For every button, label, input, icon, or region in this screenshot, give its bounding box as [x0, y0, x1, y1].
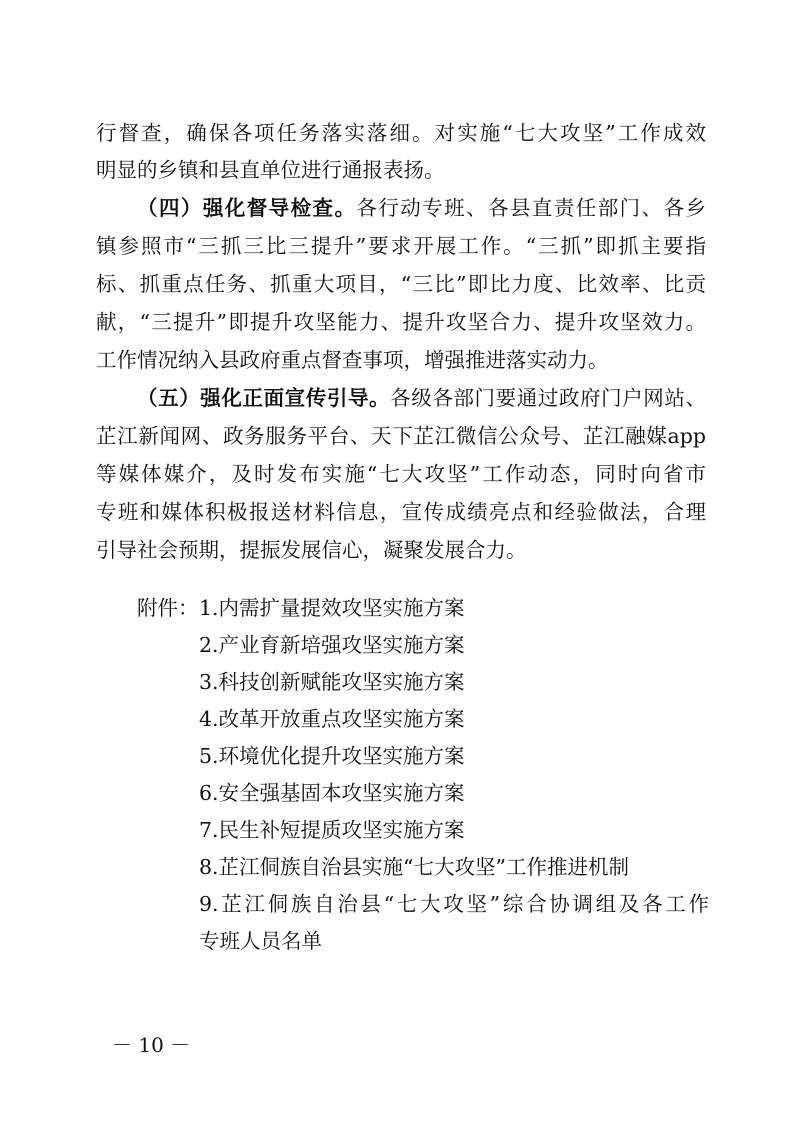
attachment-item: 7.民生补短提质攻坚实施方案 [199, 818, 465, 842]
attachment-item: 9.芷江侗族自治县“七大攻坚”综合协调组及各工作 [199, 892, 709, 916]
section-4-line [137, 191, 706, 225]
attachment-item: 4.改革开放重点攻坚实施方案 [199, 707, 465, 731]
section-4-heading: （四）强化督导检查。 [137, 196, 357, 220]
body-line: 等媒体媒介，及时发布实施“七大攻坚”工作动态，同时向省市 [96, 462, 706, 486]
body-line: 专班和媒体积极报送材料信息，宣传成绩亮点和经验做法，合理 [96, 500, 706, 524]
attachment-item: 2.产业育新培强攻坚实施方案 [199, 633, 465, 657]
attachment-item-continuation: 专班人员名单 [199, 929, 322, 953]
attachment-item: 1.内需扩量提效攻坚实施方案 [199, 596, 465, 620]
attachments-label: 附件： [137, 596, 199, 620]
body-line: 明显的乡镇和县直单位进行通报表扬。 [96, 158, 445, 182]
section-5-heading: （五）强化正面宣传引导。 [137, 386, 391, 410]
body-line: 引导社会预期，提振发展信心，凝聚发展合力。 [96, 538, 527, 562]
body-line: 镇参照市“三抓三比三提升”要求开展工作。“三抓”即抓主要指 [96, 234, 706, 258]
attachment-item: 8.芷江侗族自治县实施“七大攻坚”工作推进机制 [199, 855, 630, 879]
page-number: － 10 － [112, 1033, 191, 1057]
section-5-line [137, 381, 706, 415]
body-line: 行督查，确保各项任务落实落细。对实施“七大攻坚”工作成效 [96, 121, 706, 145]
body-line: 标、抓重点任务、抓重大项目，“三比”即比力度、比效率、比贡 [96, 272, 706, 296]
attachment-item: 5.环境优化提升攻坚实施方案 [199, 744, 465, 768]
attachment-item: 6.安全强基固本攻坚实施方案 [199, 781, 465, 805]
attachment-item: 3.科技创新赋能攻坚实施方案 [199, 670, 465, 694]
body-line: 工作情况纳入县政府重点督查事项，增强推进落实动力。 [96, 348, 609, 372]
body-line: 献，“三提升”即提升攻坚能力、提升攻坚合力、提升攻坚效力。 [96, 310, 706, 334]
section-4-text: 各行动专班、各县直责任部门、各乡 [356, 196, 706, 220]
body-line: 芷江新闻网、政务服务平台、天下芷江微信公众号、芷江融媒app [96, 424, 706, 448]
section-5-text: 各级各部门要通过政府门户网站、 [390, 386, 706, 410]
